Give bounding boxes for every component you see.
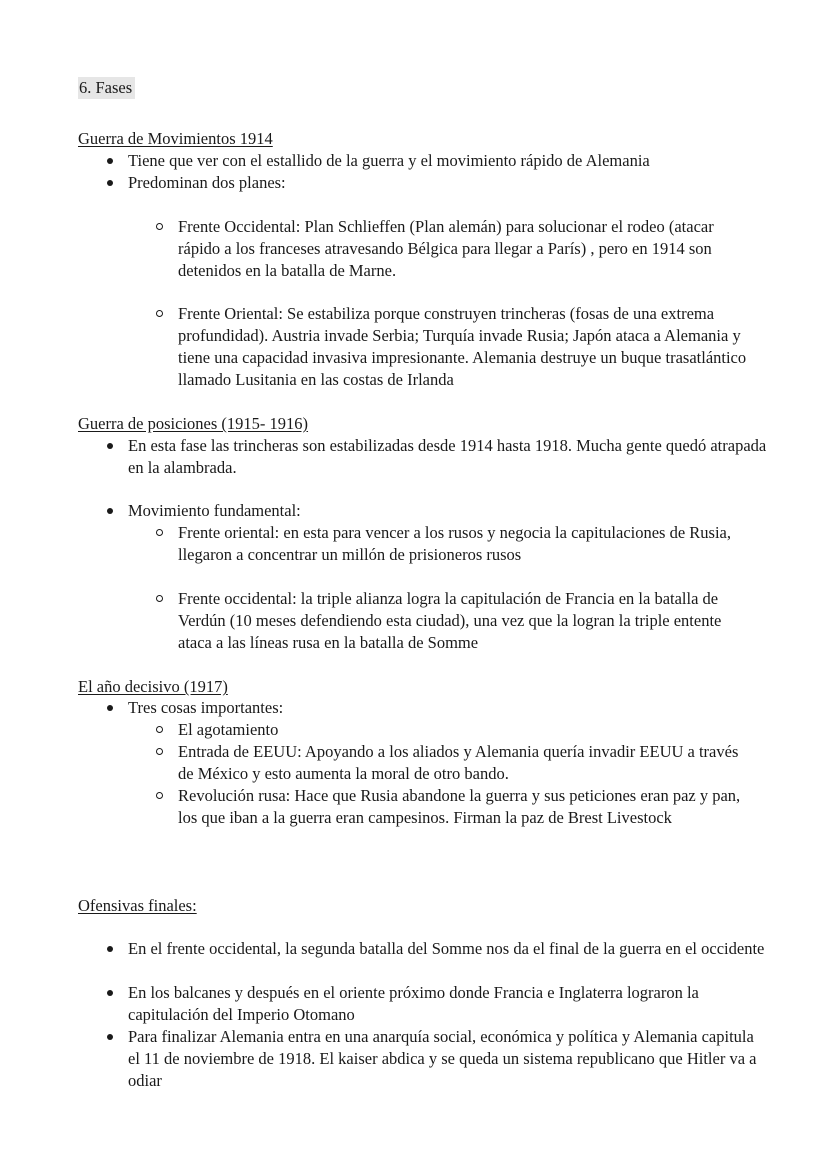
heading-ofensivas-finales: Ofensivas finales: [78, 896, 197, 915]
sub-bullet-item: Frente Oriental: Se estabiliza porque construyen trincheras (fosas de una extrema profundidad). Austria invade Serbia; Turquía invade Rusia; Japón ataca a Alemania y tiene una capacidad invasiva impresionante. Alemania destruye un buque trasatlántico llamado Lusitania en las costas de Irlanda [178, 303, 758, 391]
sub-bullet-item: Frente oriental: en esta para vencer a los rusos y negocia la capitulaciones de Rusia, llegaron a concentrar un millón de prisioneros rusos [178, 522, 758, 566]
sub-bullet-item: Frente occidental: la triple alianza logra la capitulación de Francia en la batalla de Verdún (10 meses defendiendo esta ciudad), una vez que la logran la triple entente ataca a las líneas rusa en la batalla de Somme [178, 588, 758, 654]
bullet-item: En los balcanes y después en el oriente próximo donde Francia e Inglaterra lograron la capitulación del Imperio Otomano [128, 982, 768, 1026]
heading-guerra-movimientos: Guerra de Movimientos 1914 [78, 129, 273, 148]
sub-bullet-item: El agotamiento [178, 719, 758, 741]
heading-guerra-posiciones: Guerra de posiciones (1915- 1916) [78, 414, 309, 433]
bullet-item: En esta fase las trincheras son estabilizadas desde 1914 hasta 1918. Mucha gente quedó atrapada en la alambrada. [128, 436, 767, 477]
bullet-item: Predominan dos planes: [128, 172, 768, 194]
bullet-item: Tres cosas importantes: [128, 697, 768, 719]
bullet-item: Tiene que ver con el estallido de la guerra y el movimiento rápido de Alemania [128, 150, 768, 172]
bullet-item: Para finalizar Alemania entra en una anarquía social, económica y política y Alemania capitula el 11 de noviembre de 1918. El kaiser abdica y se queda un sistema republicano que Hitler va a odiar [128, 1026, 768, 1092]
sub-bullet-item: Entrada de EEUU: Apoyando a los aliados y Alemania quería invadir EEUU a través de México y esto aumenta la moral de otro bando. [178, 741, 758, 785]
sub-bullet-item: Revolución rusa: Hace que Rusia abandone la guerra y sus peticiones eran paz y pan, los que iban a la guerra eran campesinos. Firman la paz de Brest Livestock [178, 785, 758, 829]
bullet-item: Movimiento fundamental: [128, 500, 768, 522]
sub-bullet-item: Frente Occidental: Plan Schlieffen (Plan alemán) para solucionar el rodeo (atacar rápido a los franceses atravesando Bélgica para llegar a París) , pero en 1914 son detenidos en la batalla de Marne. [178, 216, 758, 282]
heading-ano-decisivo: El año decisivo (1917) [78, 677, 228, 696]
bullet-item: En el frente occidental, la segunda batalla del Somme nos da el final de la guerra en el occidente [128, 938, 768, 960]
section-title: 6. Fases [78, 77, 135, 99]
